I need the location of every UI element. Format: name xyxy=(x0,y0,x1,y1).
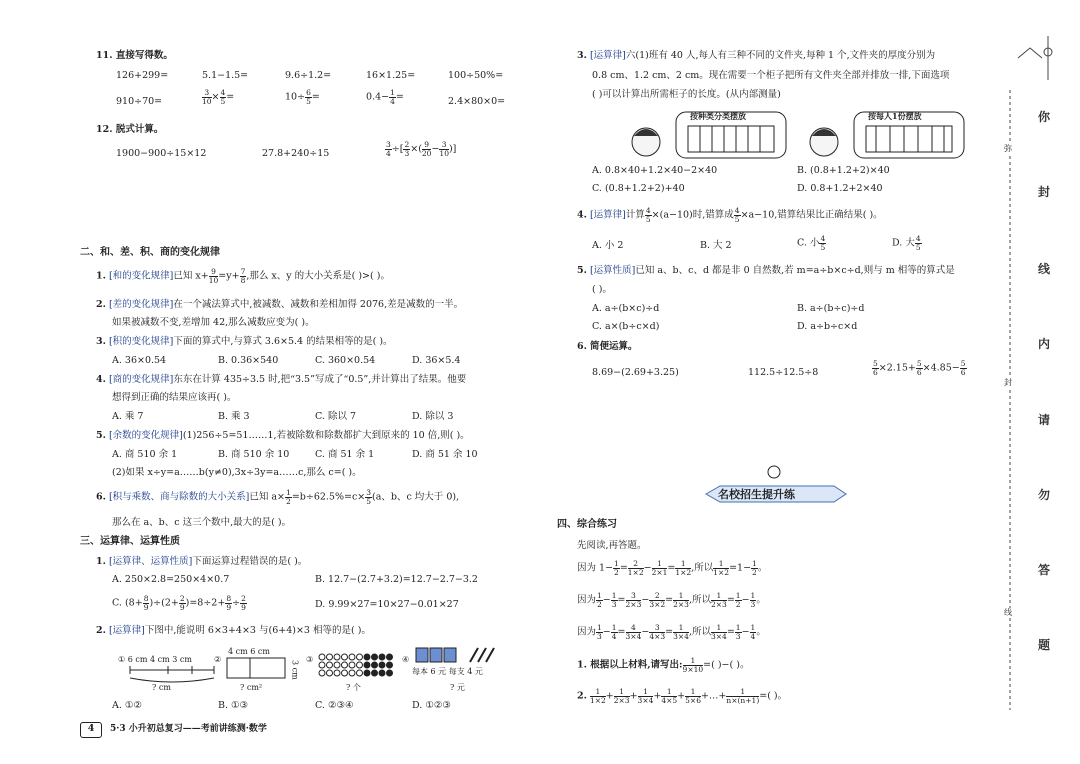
q11-item: 5.1−1.5= xyxy=(202,70,249,81)
option[interactable]: C. 除以 7 xyxy=(315,411,357,422)
hollow-dot xyxy=(342,654,348,660)
fraction: $\frac{4}{5}$ xyxy=(220,88,226,106)
q11-item: 126+299= xyxy=(116,70,169,81)
figure-1-line xyxy=(128,666,218,686)
figure-2: 4 cm 6 cm xyxy=(228,647,270,656)
figure-4-items xyxy=(414,646,504,668)
figure-2-question: ? cm² xyxy=(240,683,263,692)
hollow-dot xyxy=(319,662,325,668)
figure-4-label: ④ xyxy=(402,655,410,664)
question-line: (2)如果 x÷y=a……b(y≠0),3x÷3y=a……c,那么 c=( )。 xyxy=(112,467,362,478)
question: 1. [运算律、运算性质]下面运算过程错误的是( )。 xyxy=(96,556,308,567)
option[interactable]: A. ①② xyxy=(112,700,142,711)
seal-char: 封 xyxy=(1038,185,1051,199)
q11-title: 11. 直接写得数。 xyxy=(96,50,173,61)
option[interactable]: C. (0.8+1.2+2)+40 xyxy=(592,183,685,194)
hollow-dot xyxy=(357,670,363,676)
seal-char: 请 xyxy=(1038,413,1051,427)
q11-item: 10÷ $\frac{6}{5}$ = xyxy=(285,88,320,106)
q6-item: 8.69−(2.69+3.25) xyxy=(592,367,679,378)
hollow-dot xyxy=(349,670,355,676)
hollow-dot xyxy=(342,670,348,676)
question-line: 0.8 cm、1.2 cm、2 cm。现在需要一个柜子把所有文件夹全部并排放一排,下面选项 xyxy=(592,70,950,81)
question-line: 想得到正确的结果应该再( )。 xyxy=(112,392,237,403)
intro-text: 先阅读,再答题。 xyxy=(577,540,647,551)
option[interactable]: A. 商 510 余 1 xyxy=(112,449,178,460)
option[interactable]: C. (8+ $\frac{8}{9}$ )÷(2+ $\frac{2}{9}$ )=8÷2+ $\frac{8}{9}$ ÷ $\frac{2}{9}$ xyxy=(112,594,246,612)
filled-dot xyxy=(387,662,393,668)
figure-2-rect xyxy=(226,657,292,681)
option[interactable]: B. 乘 3 xyxy=(218,411,250,422)
question: 2. $\frac{1}{1\times 2}$ + $\frac{1}{2\times 3}$ + $\frac{1}{3\times 4}$ + $\frac{1}{4\times 5}$ + $\frac{1}{5\times 6}$ +…+ $\frac{1}{n\times(n+1)}$ =( )。 xyxy=(577,687,788,705)
option[interactable]: D. 商 51 余 10 xyxy=(412,449,478,460)
figure-4-caption: 每本 6 元 每支 4 元 xyxy=(412,667,483,676)
filled-dot xyxy=(364,662,370,668)
option[interactable]: D. 大 $\frac{4}{5}$ xyxy=(892,234,921,252)
filled-dot xyxy=(387,670,393,676)
option[interactable]: B. (0.8+1.2+2)×40 xyxy=(797,165,890,176)
option[interactable]: A. 250×2.8=250×4×0.7 xyxy=(112,574,230,585)
q12-item: 1900−900÷15×12 xyxy=(116,148,207,159)
q11-item: 9.6÷1.2= xyxy=(285,70,332,81)
question: 1. [和的变化规律]已知 x+ $\frac{9}{10}$ =y+ $\frac{7}{8}$ ,那么 x、y 的大小关系是( )>( )。 xyxy=(96,267,390,285)
question: 4. [商的变化规律]东东在计算 435÷3.5 时,把“3.5”写成了“0.5”,并计算出了结果。他要 xyxy=(96,374,467,385)
option[interactable]: C. 商 51 余 1 xyxy=(315,449,375,460)
question-line: ( )可以计算出所需柜子的长度。(从内部测量) xyxy=(592,89,781,100)
hollow-dot xyxy=(319,654,325,660)
option[interactable]: D. 36×5.4 xyxy=(412,355,461,366)
hollow-dot xyxy=(349,654,355,660)
q11-item: 0.4− $\frac{1}{4}$ = xyxy=(366,88,404,106)
figure-1-question: ? cm xyxy=(152,683,171,692)
seal-small-char: 弥 xyxy=(1004,144,1012,153)
figure-3-dots xyxy=(318,652,398,682)
filled-dot xyxy=(379,662,385,668)
hollow-dot xyxy=(342,662,348,668)
figure-2-label: ② xyxy=(214,655,222,664)
reading-line: 因为 1− $\frac{1}{2}$ = $\frac{2}{1\times 2}$ − $\frac{1}{2\times 1}$ = $\frac{1}{1\times 2}$ ,所以 $\frac{1}{1\times 2}$ =1− $\frac{1}{2}$ 。 xyxy=(577,559,768,577)
q6-item: 112.5÷12.5÷8 xyxy=(748,367,819,378)
section-title: 三、运算律、运算性质 xyxy=(80,536,180,547)
seal-small-char: 线 xyxy=(1004,608,1012,617)
option[interactable]: B. 商 510 余 10 xyxy=(218,449,290,460)
seal-small-char: 封 xyxy=(1004,378,1012,387)
seal-char: 勿 xyxy=(1038,488,1051,502)
question: 5. [余数的变化规律](1)256÷5=51……1,若被除数和除数都扩大到原来的 10 倍,则( )。 xyxy=(96,430,470,441)
hollow-dot xyxy=(357,662,363,668)
section-title: 四、综合练习 xyxy=(557,519,617,530)
option[interactable]: B. ①③ xyxy=(218,700,249,711)
question: 5. [运算性质]已知 a、b、c、d 都是非 0 自然数,若 m=a÷b×c÷d,则与 m 相等的算式是 xyxy=(577,265,955,276)
option[interactable]: D. 除以 3 xyxy=(412,411,454,422)
footer-text: 5·3 小升初总复习——考前讲练测·数学 xyxy=(110,724,267,734)
option[interactable]: C. a×(b÷c×d) xyxy=(592,321,660,332)
option[interactable]: D. ①②③ xyxy=(412,700,451,711)
figure-1: ① 6 cm 4 cm 3 cm xyxy=(118,655,192,664)
option[interactable]: D. a÷b÷c×d xyxy=(797,321,858,332)
q12-title: 12. 脱式计算。 xyxy=(96,124,164,135)
question: 3. [运算律]六(1)班有 40 人,每人有三种不同的文件夹,每种 1 个,文件夹的厚度分别为 xyxy=(577,50,936,61)
option[interactable]: A. 乘 7 xyxy=(112,411,144,422)
figure-2-side: 3 cm xyxy=(290,660,300,680)
option[interactable]: B. 0.36×540 xyxy=(218,355,279,366)
option[interactable]: A. 36×0.54 xyxy=(112,355,167,366)
option[interactable]: B. 大 2 xyxy=(700,240,732,251)
seal-char: 题 xyxy=(1038,638,1051,652)
page-number: 4 xyxy=(80,722,102,738)
option[interactable]: D. 9.99×27=10×27−0.01×27 xyxy=(315,599,459,610)
question-line: ( )。 xyxy=(592,284,612,295)
figure-4-question: ? 元 xyxy=(450,683,465,692)
option[interactable]: A. a÷(b×c)÷d xyxy=(592,303,660,314)
q11-item: $\frac{3}{10}$ × $\frac{4}{5}$ = xyxy=(202,88,235,106)
filled-dot xyxy=(372,662,378,668)
seal-char: 线 xyxy=(1038,262,1051,276)
fraction: $\frac{3}{10}$ xyxy=(202,88,212,106)
question: 6. 简便运算。 xyxy=(577,341,638,352)
option[interactable]: C. 360×0.54 xyxy=(315,355,376,366)
filled-dot xyxy=(364,654,370,660)
hollow-dot xyxy=(327,654,333,660)
hollow-dot xyxy=(319,670,325,676)
reading-line: 因为 $\frac{1}{2}$ − $\frac{1}{3}$ = $\frac{3}{2\times 3}$ − $\frac{2}{3\times 2}$ = $\frac{1}{2\times 3}$ ,所以 $\frac{1}{2\times 3}$ = $\frac{1}{2}$ − $\frac{1}{3}$ 。 xyxy=(577,591,766,609)
hollow-dot xyxy=(334,654,340,660)
option[interactable]: B. a÷(b÷c)÷d xyxy=(797,303,865,314)
question: 2. [运算律]下图中,能说明 6×3+4×3 与(6+4)×3 相等的是( )。 xyxy=(96,625,371,636)
question-line: 如果被减数不变,差增加 42,那么减数应变为( )。 xyxy=(112,317,315,328)
q11-item: 16×1.25= xyxy=(366,70,416,81)
q12-item: $\frac{3}{4}$ ÷[ $\frac{2}{3}$ ×( $\frac{9}{20}$ − $\frac{3}{10}$ )] xyxy=(386,140,457,158)
option[interactable]: B. 12.7−(2.7+3.2)=12.7−2.7−3.2 xyxy=(315,574,478,585)
hollow-dot xyxy=(327,662,333,668)
hollow-dot xyxy=(327,670,333,676)
q11-item: 2.4×80×0= xyxy=(448,96,506,107)
filled-dot xyxy=(372,654,378,660)
q6-item: $\frac{5}{6}$ ×2.15+ $\frac{5}{6}$ ×4.85− $\frac{5}{6}$ xyxy=(873,359,966,377)
filled-dot xyxy=(379,670,385,676)
section-title: 二、和、差、积、商的变化规律 xyxy=(80,247,220,258)
bubble-text: 按每人1份摆放 xyxy=(868,111,922,121)
banner-title: 名校招生提升练 xyxy=(718,488,795,501)
option[interactable]: D. 0.8+1.2+2×40 xyxy=(797,183,883,194)
option[interactable]: C. ②③④ xyxy=(315,700,354,711)
figure-3-label: ③ xyxy=(306,655,314,664)
question: 1. 根据以上材料,请写出: $\frac{1}{9\times 10}$ =( )−( )。 xyxy=(577,656,750,674)
figure-3-question: ? 个 xyxy=(346,683,361,692)
filled-dot xyxy=(372,670,378,676)
q11-item: 910÷70= xyxy=(116,96,163,107)
q12-item: 27.8+240÷15 xyxy=(262,148,330,159)
filled-dot xyxy=(379,654,385,660)
hollow-dot xyxy=(334,670,340,676)
question: 4. [运算律]计算 $\frac{4}{5}$ ×(a−10)时,错算成 $\frac{4}{5}$ ×a−10,错算结果比正确结果( )。 xyxy=(577,206,883,224)
option[interactable]: A. 0.8×40+1.2×40−2×40 xyxy=(592,165,718,176)
filled-dot xyxy=(387,654,393,660)
option[interactable]: A. 小 2 xyxy=(592,240,624,251)
option[interactable]: C. 小 $\frac{4}{5}$ xyxy=(797,234,826,252)
question: 3. [积的变化规律]下面的算式中,与算式 3.6×5.4 的结果相等的是( )。 xyxy=(96,336,393,347)
hollow-dot xyxy=(334,662,340,668)
question: 6. [积与乘数、商与除数的大小关系]已知 a× $\frac{1}{2}$ =b÷62.5%=c× $\frac{3}{5}$ (a、b、c 均大于 0), xyxy=(96,488,460,506)
bubble-text: 按种类分类摆放 xyxy=(690,111,746,121)
question-line: 那么在 a、b、c 这三个数中,最大的是( )。 xyxy=(112,517,292,528)
question: 2. [差的变化规律]在一个减法算式中,被减数、减数和差相加得 2076,差是减数的一半。 xyxy=(96,299,464,310)
q11-item: 100÷50%= xyxy=(448,70,504,81)
seal-char: 你 xyxy=(1038,110,1051,124)
hollow-dot xyxy=(349,662,355,668)
seal-char: 内 xyxy=(1038,337,1051,351)
hollow-dot xyxy=(357,654,363,660)
seal-char: 答 xyxy=(1038,563,1051,577)
reading-line: 因为 $\frac{1}{3}$ − $\frac{1}{4}$ = $\frac{4}{3\times 4}$ − $\frac{3}{4\times 3}$ = $\frac{1}{3\times 4}$ ,所以 $\frac{1}{3\times 4}$ = $\frac{1}{3}$ − $\frac{1}{4}$ 。 xyxy=(577,623,766,641)
filled-dot xyxy=(364,670,370,676)
